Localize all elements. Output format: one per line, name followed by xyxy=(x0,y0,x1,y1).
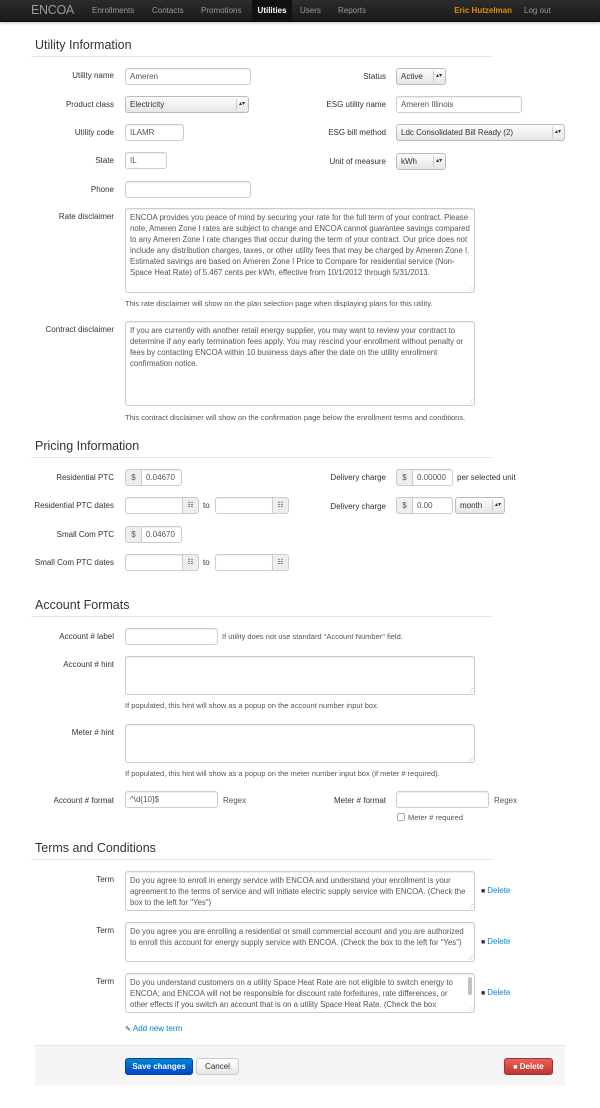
nav-user-name[interactable]: Eric Hutzelman xyxy=(454,6,512,15)
select-separator xyxy=(492,500,493,511)
account-format-input[interactable]: ^\d{10}$ xyxy=(125,791,218,808)
resize-grip-icon[interactable] xyxy=(468,688,473,693)
rate-disclaimer-label: Rate disclaimer xyxy=(58,212,114,221)
add-new-term-link[interactable] xyxy=(125,1024,182,1033)
account-label-help: If utility does not use standard "Account Number" field. xyxy=(222,632,403,641)
product-class-value: Electricity xyxy=(130,100,165,109)
delivery-charge-period-input[interactable]: 0.00 xyxy=(412,497,453,514)
trash-icon: ■ xyxy=(481,888,486,895)
nav-logout[interactable]: Log out xyxy=(524,6,551,15)
utility-name-label: Utility name xyxy=(72,71,114,80)
currency-addon: $ xyxy=(125,469,141,486)
account-label-input[interactable] xyxy=(125,628,218,645)
term-text: Do you understand customers on a utility Space Heat Rate are not eligible to switch energy to ENCOA; and ENCOA will not be responsible for discount rate forfeitures, rate differences, or other effects if you switch an account that is on a utility Space Heat Rate. (Check the box xyxy=(130,978,453,1009)
small-com-ptc-dates-label: Small Com PTC dates xyxy=(34,558,114,567)
utility-code-label: Utility code xyxy=(74,128,114,137)
account-format-label: Account # format xyxy=(53,796,114,805)
section-divider xyxy=(31,616,492,617)
account-format-suffix: Regex xyxy=(223,796,247,805)
contract-disclaimer-text: If you are currently with another retail energy supplier, you may want to review your contract to determine if any early termination fees apply. You may rescind your enrollment without penalty or fees by contacting ENCOA within 10 business days after the date on the utility enrollment confirmation notice. xyxy=(130,326,464,368)
esg-utility-name-label: ESG utility name xyxy=(326,100,386,109)
delete-term-label: Delete xyxy=(487,937,511,946)
top-navbar xyxy=(0,0,600,22)
rate-disclaimer-text: ENCOA provides you peace of mind by securing your rate for the full term of your contract. Please note, Ameren Zone I rates are subject to change and ENCOA cannot guarantee savings compared to any Ameren Zone I rate changes that occur during the term of your contract. Our price does not include any distribution charges, taxes, or other utility fees that may be charged by Ameren Zone I. Estimated savings are based on Ameren Zone I Price to Compare for residential service (Non-Space Heat Rate) of 5.467 cents per kWh, effective from 10/1/2012 through 5/31/2013. xyxy=(130,213,470,277)
section-title-account-formats: Account Formats xyxy=(35,598,130,612)
residential-ptc-to-date[interactable] xyxy=(215,497,273,514)
nav-reports[interactable]: Reports xyxy=(338,6,367,15)
term-label: Term xyxy=(96,977,114,986)
calendar-icon[interactable]: ☷ xyxy=(273,497,289,514)
delivery-period-value: month xyxy=(460,501,483,510)
select-arrows-icon: ▴▾ xyxy=(554,129,561,135)
utility-code-input[interactable]: ILAMR xyxy=(125,124,184,141)
delete-utility-button[interactable] xyxy=(504,1058,553,1075)
state-label: State xyxy=(95,156,114,165)
phone-input[interactable] xyxy=(125,181,251,198)
resize-grip-icon[interactable] xyxy=(468,399,473,404)
nav-enrollments[interactable]: Enrollments xyxy=(92,6,135,15)
calendar-icon[interactable]: ☷ xyxy=(273,554,289,571)
delivery-period-select[interactable] xyxy=(455,497,505,514)
delete-term-link[interactable] xyxy=(481,886,510,895)
residential-ptc-label: Residential PTC xyxy=(56,473,114,482)
residential-ptc-input[interactable]: 0.04670 xyxy=(141,469,182,486)
date-range-separator: to xyxy=(203,558,210,567)
utility-name-input[interactable]: Ameren xyxy=(125,68,251,85)
meter-hint-help: If populated, this hint will show as a popup on the meter number input box (if meter # required). xyxy=(125,769,440,778)
account-label-label: Account # label xyxy=(59,632,114,641)
unit-of-measure-value: kWh xyxy=(401,157,417,166)
term-label: Term xyxy=(96,926,114,935)
meter-format-input[interactable] xyxy=(396,791,489,808)
select-separator xyxy=(236,99,237,110)
delivery-charge-unit-suffix: per selected unit xyxy=(457,473,516,482)
term-textarea[interactable] xyxy=(125,973,475,1013)
section-title-utility: Utility Information xyxy=(35,38,132,52)
resize-grip-icon[interactable] xyxy=(468,1006,473,1011)
esg-bill-method-select[interactable] xyxy=(396,124,565,141)
account-hint-help: If populated, this hint will show as a popup on the account number input box. xyxy=(125,701,379,710)
contract-disclaimer-help: This contract disclaimer will show on the confirmation page below the enrollment terms and conditions. xyxy=(125,413,466,422)
currency-addon: $ xyxy=(396,497,412,514)
account-hint-textarea[interactable] xyxy=(125,656,475,695)
trash-icon: ■ xyxy=(513,1064,518,1071)
currency-addon: $ xyxy=(396,469,412,486)
esg-bill-method-label: ESG bill method xyxy=(328,128,386,137)
state-input[interactable]: IL xyxy=(125,152,167,169)
unit-of-measure-select[interactable] xyxy=(396,153,446,170)
resize-grip-icon[interactable] xyxy=(468,756,473,761)
select-separator xyxy=(433,156,434,167)
term-text: Do you agree you are enrolling a residential or small commercial account and you are authorized to enroll this account for energy supply service with ENCOA. (Check the box to the left for "Yes") xyxy=(130,927,464,947)
meter-required-label[interactable]: Meter # required xyxy=(408,813,464,822)
small-com-ptc-label: Small Com PTC xyxy=(56,530,114,539)
meter-hint-textarea[interactable] xyxy=(125,724,475,763)
delete-term-link[interactable] xyxy=(481,988,510,997)
select-arrows-icon: ▴▾ xyxy=(435,158,442,164)
delete-term-label: Delete xyxy=(487,988,511,997)
select-separator xyxy=(552,127,553,138)
esg-utility-name-input[interactable]: Ameren Illinois xyxy=(396,96,522,113)
delete-term-link[interactable] xyxy=(481,937,510,946)
resize-grip-icon[interactable] xyxy=(468,286,473,291)
meter-hint-label: Meter # hint xyxy=(71,728,114,737)
residential-ptc-dates-label: Residential PTC dates xyxy=(34,501,114,510)
select-arrows-icon: ▴▾ xyxy=(494,502,501,508)
status-value: Active xyxy=(401,72,423,81)
term-textarea[interactable] xyxy=(125,871,475,911)
nav-contacts[interactable]: Contacts xyxy=(152,6,184,15)
resize-grip-icon[interactable] xyxy=(468,955,473,960)
term-label: Term xyxy=(96,875,114,884)
term-textarea[interactable] xyxy=(125,922,475,962)
small-com-ptc-to-date[interactable] xyxy=(215,554,273,571)
meter-format-suffix: Regex xyxy=(494,796,518,805)
residential-ptc-from-date[interactable] xyxy=(125,497,183,514)
select-arrows-icon: ▴▾ xyxy=(435,73,442,79)
date-range-separator: to xyxy=(203,501,210,510)
contract-disclaimer-label: Contract disclaimer xyxy=(45,325,114,334)
select-arrows-icon: ▴▾ xyxy=(238,101,245,107)
contract-disclaimer-textarea[interactable] xyxy=(125,321,475,406)
product-class-select[interactable] xyxy=(125,96,249,113)
section-divider xyxy=(31,457,492,458)
section-title-pricing: Pricing Information xyxy=(35,439,140,453)
calendar-icon[interactable]: ☷ xyxy=(183,554,199,571)
delivery-charge-unit-label: Delivery charge xyxy=(330,473,386,482)
small-com-ptc-input[interactable]: 0.04670 xyxy=(141,526,182,543)
rate-disclaimer-help: This rate disclaimer will show on the plan selection page when displaying plans for this utility. xyxy=(125,299,433,308)
trash-icon: ■ xyxy=(481,990,486,997)
product-class-label: Product class xyxy=(65,100,114,109)
delivery-charge-period-label: Delivery charge xyxy=(330,502,386,511)
brand-logo[interactable]: ENCOA xyxy=(31,3,74,17)
section-divider xyxy=(31,56,492,57)
select-separator xyxy=(433,71,434,82)
textarea-scrollbar[interactable] xyxy=(468,977,472,995)
calendar-icon[interactable]: ☷ xyxy=(183,497,199,514)
save-changes-button[interactable]: Save changes xyxy=(125,1058,193,1075)
delete-utility-label: Delete xyxy=(519,1062,544,1071)
phone-label: Phone xyxy=(90,185,114,194)
small-com-ptc-from-date[interactable] xyxy=(125,554,183,571)
cancel-button[interactable]: Cancel xyxy=(196,1058,239,1075)
rate-disclaimer-textarea[interactable] xyxy=(125,208,475,293)
section-divider xyxy=(31,859,492,860)
status-select[interactable] xyxy=(396,68,446,85)
nav-users[interactable]: Users xyxy=(300,6,321,15)
currency-addon: $ xyxy=(125,526,141,543)
resize-grip-icon[interactable] xyxy=(468,904,473,909)
meter-required-checkbox[interactable] xyxy=(397,813,405,821)
nav-promotions[interactable]: Promotions xyxy=(201,6,242,15)
form-actions-bar xyxy=(35,1045,565,1085)
edit-icon: ✎ xyxy=(125,1026,131,1033)
section-title-terms: Terms and Conditions xyxy=(35,841,156,855)
nav-utilities[interactable]: Utilities xyxy=(252,0,292,22)
term-text: Do you agree to enroll in energy service with ENCOA and understand your enrollment is your agreement to the terms of service and will initiate electric supply service with ENCOA. (Check the box to the left for "Yes") xyxy=(130,876,466,907)
delete-term-label: Delete xyxy=(487,886,511,895)
unit-of-measure-label: Unit of measure xyxy=(329,157,386,166)
trash-icon: ■ xyxy=(481,939,486,946)
status-label: Status xyxy=(363,72,386,81)
account-hint-label: Account # hint xyxy=(63,660,114,669)
add-new-term-label: Add new term xyxy=(132,1024,183,1033)
meter-format-label: Meter # format xyxy=(333,796,386,805)
delivery-charge-unit-input[interactable]: 0.00000 xyxy=(412,469,453,486)
esg-bill-method-value: Ldc Consolidated Bill Ready (2) xyxy=(401,128,514,137)
